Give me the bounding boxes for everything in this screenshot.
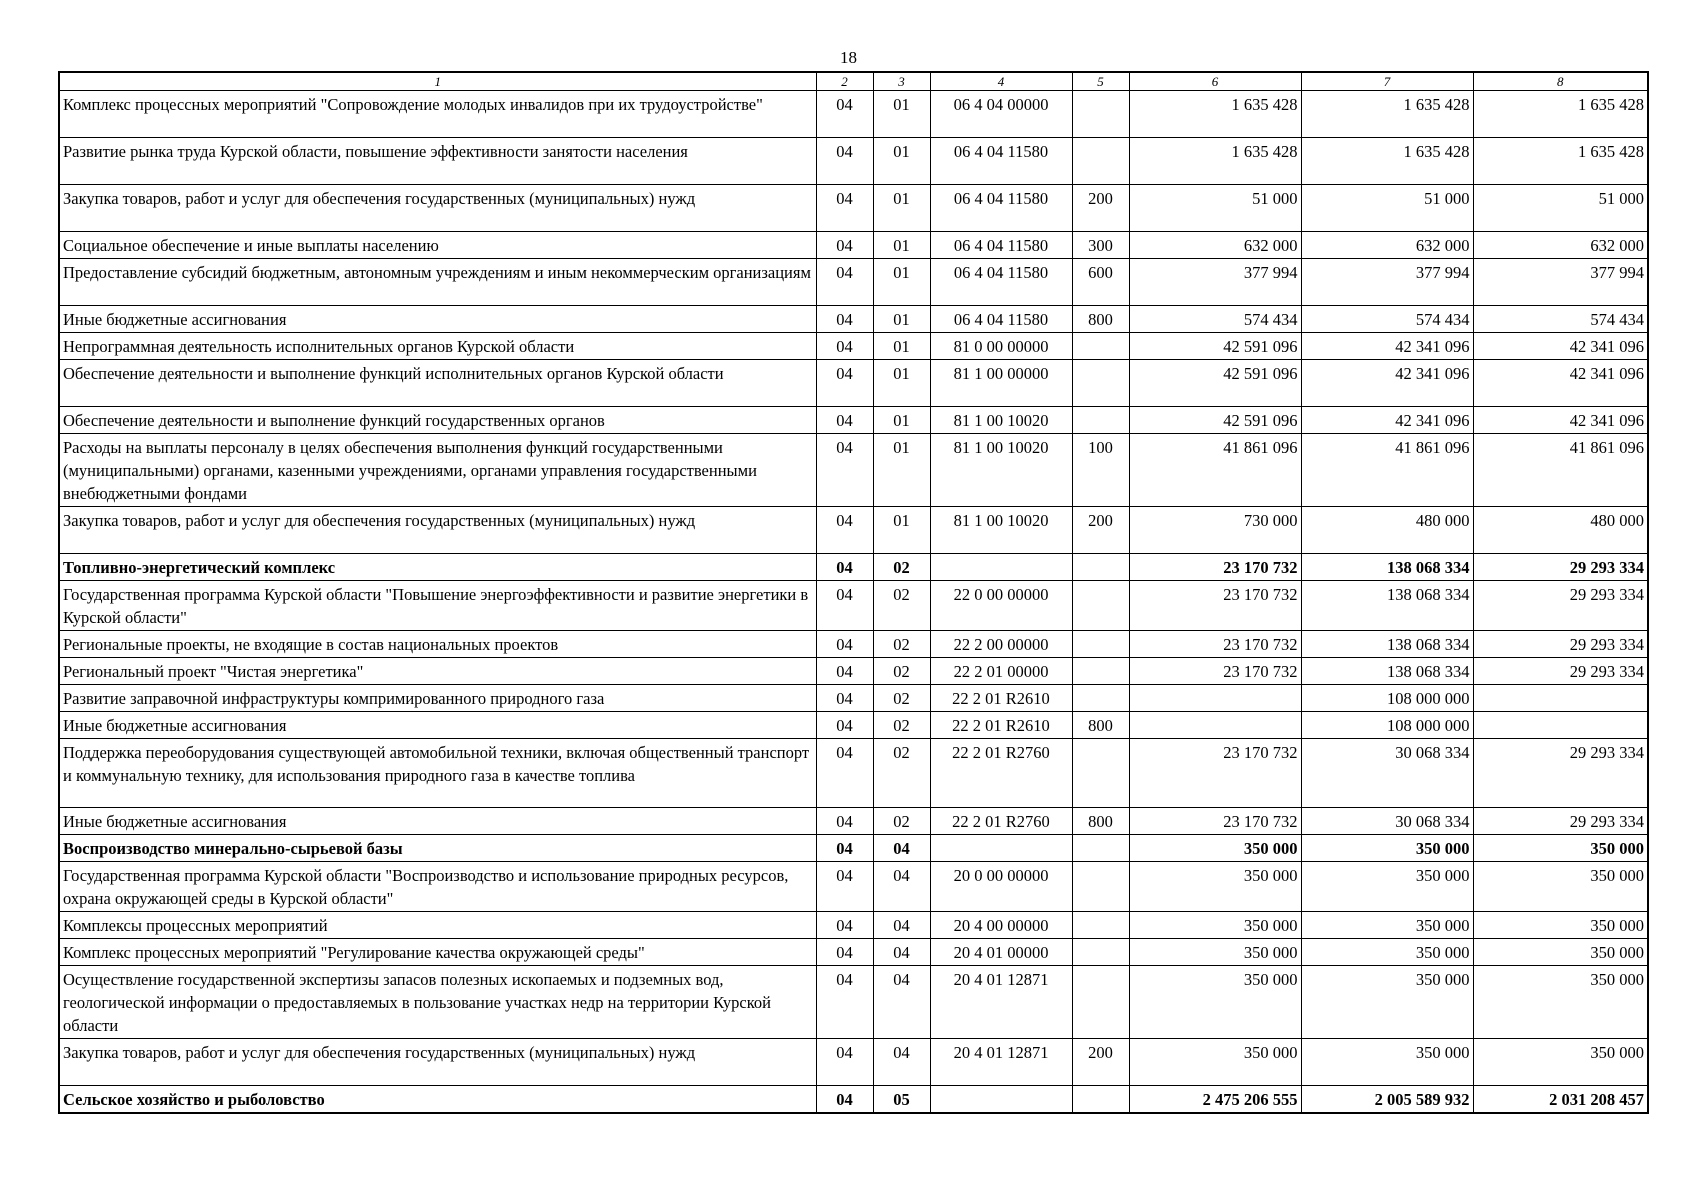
table-row [59, 306, 1648, 333]
table-row [59, 91, 1648, 138]
amount-cell-7: 41 861 096 [1301, 434, 1473, 507]
table-row [59, 232, 1648, 259]
subsection-code-cell: 02 [873, 712, 930, 739]
expense-type-cell [1072, 581, 1129, 631]
amount-cell-8: 29 293 334 [1473, 739, 1648, 808]
target-article-cell: 06 4 04 11580 [930, 232, 1072, 259]
target-article-cell: 22 2 01 R2760 [930, 739, 1072, 808]
section-code-cell: 04 [816, 434, 873, 507]
table-row [59, 835, 1648, 862]
amount-cell-8: 29 293 334 [1473, 808, 1648, 835]
amount-cell-6 [1129, 685, 1301, 712]
expense-type-cell: 100 [1072, 434, 1129, 507]
section-code-cell: 04 [816, 912, 873, 939]
table-row [59, 185, 1648, 232]
amount-cell-7: 108 000 000 [1301, 685, 1473, 712]
row-name-cell: Развитие рынка труда Курской области, повышение эффективности занятости населения [59, 138, 816, 185]
target-article-cell: 22 0 00 00000 [930, 581, 1072, 631]
table-row [59, 581, 1648, 631]
expense-type-cell [1072, 360, 1129, 407]
row-name-cell: Осуществление государственной экспертизы запасов полезных ископаемых и подземных вод, геологической информации о предоставляемых в пользование участках недр на территории Курской области [59, 966, 816, 1039]
amount-cell-7: 350 000 [1301, 835, 1473, 862]
target-article-cell: 06 4 04 00000 [930, 91, 1072, 138]
section-code-cell: 04 [816, 1039, 873, 1086]
table-row [59, 658, 1648, 685]
subsection-code-cell: 04 [873, 1039, 930, 1086]
section-code-cell: 04 [816, 360, 873, 407]
target-article-cell: 22 2 00 00000 [930, 631, 1072, 658]
table-row [59, 360, 1648, 407]
row-name-cell: Региональные проекты, не входящие в состав национальных проектов [59, 631, 816, 658]
amount-cell-6: 350 000 [1129, 862, 1301, 912]
row-name-cell: Поддержка переоборудования существующей автомобильной техники, включая общественный транспорт и коммунальную технику, для использования природного газа в качестве топлива [59, 739, 816, 808]
amount-cell-7: 632 000 [1301, 232, 1473, 259]
expense-type-cell [1072, 91, 1129, 138]
table-row [59, 259, 1648, 306]
subsection-code-cell: 02 [873, 808, 930, 835]
amount-cell-6: 730 000 [1129, 507, 1301, 554]
table-row [59, 912, 1648, 939]
amount-cell-8: 29 293 334 [1473, 658, 1648, 685]
amount-cell-8: 350 000 [1473, 912, 1648, 939]
target-article-cell [930, 1086, 1072, 1114]
expense-type-cell: 800 [1072, 808, 1129, 835]
page-number: 18 [840, 48, 857, 67]
row-name-cell: Иные бюджетные ассигнования [59, 808, 816, 835]
subsection-code-cell: 04 [873, 835, 930, 862]
expense-type-cell [1072, 554, 1129, 581]
amount-cell-7: 350 000 [1301, 966, 1473, 1039]
subsection-code-cell: 02 [873, 685, 930, 712]
expense-type-cell: 200 [1072, 1039, 1129, 1086]
expense-type-cell [1072, 966, 1129, 1039]
section-code-cell: 04 [816, 658, 873, 685]
table-row [59, 808, 1648, 835]
amount-cell-7: 30 068 334 [1301, 808, 1473, 835]
expense-type-cell [1072, 138, 1129, 185]
subsection-code-cell: 04 [873, 966, 930, 1039]
section-code-cell: 04 [816, 739, 873, 808]
amount-cell-8: 574 434 [1473, 306, 1648, 333]
subsection-code-cell: 01 [873, 91, 930, 138]
amount-cell-6: 632 000 [1129, 232, 1301, 259]
subsection-code-cell: 02 [873, 631, 930, 658]
column-header-1: 1 [59, 72, 816, 91]
section-code-cell: 04 [816, 712, 873, 739]
column-header-3: 3 [873, 72, 930, 91]
row-name-cell: Государственная программа Курской области "Повышение энергоэффективности и развитие энергетики в Курской области" [59, 581, 816, 631]
amount-cell-7: 574 434 [1301, 306, 1473, 333]
amount-cell-8: 42 341 096 [1473, 333, 1648, 360]
table-row [59, 631, 1648, 658]
subsection-code-cell: 02 [873, 581, 930, 631]
subsection-code-cell: 01 [873, 259, 930, 306]
budget-table [58, 71, 1649, 1114]
row-name-cell: Комплексы процессных мероприятий [59, 912, 816, 939]
row-name-cell: Государственная программа Курской области "Воспроизводство и использование природных ресурсов, охрана окружающей среды в Курской области" [59, 862, 816, 912]
column-header-7: 7 [1301, 72, 1473, 91]
subsection-code-cell: 01 [873, 434, 930, 507]
expense-type-cell [1072, 407, 1129, 434]
section-code-cell: 04 [816, 259, 873, 306]
row-name-cell: Закупка товаров, работ и услуг для обеспечения государственных (муниципальных) нужд [59, 185, 816, 232]
section-code-cell: 04 [816, 232, 873, 259]
section-code-cell: 04 [816, 939, 873, 966]
amount-cell-6: 23 170 732 [1129, 658, 1301, 685]
amount-cell-8 [1473, 685, 1648, 712]
amount-cell-8: 350 000 [1473, 1039, 1648, 1086]
amount-cell-6: 23 170 732 [1129, 808, 1301, 835]
amount-cell-7: 42 341 096 [1301, 333, 1473, 360]
subsection-code-cell: 01 [873, 185, 930, 232]
section-code-cell: 04 [816, 862, 873, 912]
expense-type-cell [1072, 631, 1129, 658]
section-code-cell: 04 [816, 91, 873, 138]
expense-type-cell: 800 [1072, 712, 1129, 739]
amount-cell-7: 2 005 589 932 [1301, 1086, 1473, 1114]
amount-cell-6: 377 994 [1129, 259, 1301, 306]
row-name-cell: Предоставление субсидий бюджетным, автономным учреждениям и иным некоммерческим организациям [59, 259, 816, 306]
expense-type-cell: 200 [1072, 185, 1129, 232]
amount-cell-6: 23 170 732 [1129, 739, 1301, 808]
row-name-cell: Обеспечение деятельности и выполнение функций государственных органов [59, 407, 816, 434]
amount-cell-6: 23 170 732 [1129, 631, 1301, 658]
amount-cell-8: 42 341 096 [1473, 407, 1648, 434]
table-row [59, 1039, 1648, 1086]
target-article-cell: 22 2 01 R2610 [930, 712, 1072, 739]
amount-cell-8 [1473, 712, 1648, 739]
section-code-cell: 04 [816, 685, 873, 712]
column-header-4: 4 [930, 72, 1072, 91]
amount-cell-7: 1 635 428 [1301, 138, 1473, 185]
table-row [59, 434, 1648, 507]
target-article-cell: 06 4 04 11580 [930, 259, 1072, 306]
amount-cell-7: 51 000 [1301, 185, 1473, 232]
expense-type-cell [1072, 333, 1129, 360]
column-header-2: 2 [816, 72, 873, 91]
row-name-cell: Иные бюджетные ассигнования [59, 712, 816, 739]
amount-cell-8: 51 000 [1473, 185, 1648, 232]
table-row [59, 862, 1648, 912]
amount-cell-7: 350 000 [1301, 912, 1473, 939]
section-code-cell: 04 [816, 554, 873, 581]
target-article-cell [930, 554, 1072, 581]
expense-type-cell [1072, 658, 1129, 685]
amount-cell-6: 41 861 096 [1129, 434, 1301, 507]
amount-cell-6: 42 591 096 [1129, 333, 1301, 360]
expense-type-cell [1072, 862, 1129, 912]
amount-cell-7: 350 000 [1301, 939, 1473, 966]
target-article-cell: 81 1 00 10020 [930, 507, 1072, 554]
table-body [59, 72, 1648, 1113]
row-name-cell: Топливно-энергетический комплекс [59, 554, 816, 581]
target-article-cell: 81 1 00 10020 [930, 407, 1072, 434]
amount-cell-6: 350 000 [1129, 1039, 1301, 1086]
target-article-cell: 20 4 01 00000 [930, 939, 1072, 966]
section-code-cell: 04 [816, 631, 873, 658]
amount-cell-7: 42 341 096 [1301, 360, 1473, 407]
expense-type-cell [1072, 835, 1129, 862]
row-name-cell: Иные бюджетные ассигнования [59, 306, 816, 333]
section-code-cell: 04 [816, 507, 873, 554]
expense-type-cell [1072, 739, 1129, 808]
target-article-cell: 22 2 01 R2760 [930, 808, 1072, 835]
table-row [59, 138, 1648, 185]
amount-cell-8: 350 000 [1473, 835, 1648, 862]
amount-cell-7: 108 000 000 [1301, 712, 1473, 739]
amount-cell-8: 29 293 334 [1473, 581, 1648, 631]
amount-cell-7: 1 635 428 [1301, 91, 1473, 138]
subsection-code-cell: 01 [873, 507, 930, 554]
amount-cell-8: 377 994 [1473, 259, 1648, 306]
amount-cell-6 [1129, 712, 1301, 739]
section-code-cell: 04 [816, 333, 873, 360]
amount-cell-6: 1 635 428 [1129, 138, 1301, 185]
subsection-code-cell: 02 [873, 739, 930, 808]
target-article-cell: 22 2 01 R2610 [930, 685, 1072, 712]
table-row [59, 966, 1648, 1039]
amount-cell-6: 23 170 732 [1129, 581, 1301, 631]
table-row [59, 554, 1648, 581]
section-code-cell: 04 [816, 1086, 873, 1114]
amount-cell-8: 350 000 [1473, 939, 1648, 966]
expense-type-cell: 600 [1072, 259, 1129, 306]
row-name-cell: Социальное обеспечение и иные выплаты населению [59, 232, 816, 259]
subsection-code-cell: 04 [873, 862, 930, 912]
target-article-cell: 22 2 01 00000 [930, 658, 1072, 685]
target-article-cell: 06 4 04 11580 [930, 306, 1072, 333]
subsection-code-cell: 01 [873, 407, 930, 434]
row-name-cell: Воспроизводство минерально-сырьевой базы [59, 835, 816, 862]
amount-cell-6: 42 591 096 [1129, 407, 1301, 434]
amount-cell-6: 2 475 206 555 [1129, 1086, 1301, 1114]
section-code-cell: 04 [816, 808, 873, 835]
row-name-cell: Региональный проект "Чистая энергетика" [59, 658, 816, 685]
section-code-cell: 04 [816, 966, 873, 1039]
target-article-cell: 20 0 00 00000 [930, 862, 1072, 912]
row-name-cell: Обеспечение деятельности и выполнение функций исполнительных органов Курской области [59, 360, 816, 407]
row-name-cell: Комплекс процессных мероприятий "Сопровождение молодых инвалидов при их трудоустройстве" [59, 91, 816, 138]
amount-cell-6: 42 591 096 [1129, 360, 1301, 407]
row-name-cell: Комплекс процессных мероприятий "Регулирование качества окружающей среды" [59, 939, 816, 966]
subsection-code-cell: 01 [873, 360, 930, 407]
amount-cell-6: 574 434 [1129, 306, 1301, 333]
amount-cell-8: 41 861 096 [1473, 434, 1648, 507]
table-row [59, 333, 1648, 360]
amount-cell-8: 480 000 [1473, 507, 1648, 554]
target-article-cell [930, 835, 1072, 862]
amount-cell-8: 1 635 428 [1473, 91, 1648, 138]
target-article-cell: 20 4 01 12871 [930, 1039, 1072, 1086]
column-number-header-row [59, 72, 1648, 91]
row-name-cell: Закупка товаров, работ и услуг для обеспечения государственных (муниципальных) нужд [59, 1039, 816, 1086]
expense-type-cell [1072, 939, 1129, 966]
target-article-cell: 81 1 00 00000 [930, 360, 1072, 407]
amount-cell-8: 42 341 096 [1473, 360, 1648, 407]
expense-type-cell: 200 [1072, 507, 1129, 554]
subsection-code-cell: 02 [873, 554, 930, 581]
amount-cell-6: 51 000 [1129, 185, 1301, 232]
amount-cell-8: 2 031 208 457 [1473, 1086, 1648, 1114]
table-row [59, 1086, 1648, 1114]
amount-cell-8: 29 293 334 [1473, 554, 1648, 581]
amount-cell-6: 350 000 [1129, 835, 1301, 862]
amount-cell-8: 350 000 [1473, 966, 1648, 1039]
expense-type-cell [1072, 1086, 1129, 1114]
target-article-cell: 06 4 04 11580 [930, 185, 1072, 232]
amount-cell-8: 29 293 334 [1473, 631, 1648, 658]
amount-cell-7: 350 000 [1301, 1039, 1473, 1086]
target-article-cell: 20 4 01 12871 [930, 966, 1072, 1039]
subsection-code-cell: 04 [873, 939, 930, 966]
subsection-code-cell: 01 [873, 333, 930, 360]
expense-type-cell [1072, 912, 1129, 939]
amount-cell-7: 138 068 334 [1301, 631, 1473, 658]
section-code-cell: 04 [816, 581, 873, 631]
table-row [59, 507, 1648, 554]
subsection-code-cell: 05 [873, 1086, 930, 1114]
table-row [59, 939, 1648, 966]
amount-cell-7: 480 000 [1301, 507, 1473, 554]
section-code-cell: 04 [816, 185, 873, 232]
target-article-cell: 20 4 00 00000 [930, 912, 1072, 939]
amount-cell-8: 1 635 428 [1473, 138, 1648, 185]
amount-cell-6: 1 635 428 [1129, 91, 1301, 138]
amount-cell-7: 138 068 334 [1301, 658, 1473, 685]
amount-cell-7: 350 000 [1301, 862, 1473, 912]
table-row [59, 739, 1648, 808]
amount-cell-6: 350 000 [1129, 912, 1301, 939]
section-code-cell: 04 [816, 306, 873, 333]
subsection-code-cell: 04 [873, 912, 930, 939]
target-article-cell: 81 0 00 00000 [930, 333, 1072, 360]
expense-type-cell: 800 [1072, 306, 1129, 333]
amount-cell-7: 377 994 [1301, 259, 1473, 306]
subsection-code-cell: 02 [873, 658, 930, 685]
column-header-8: 8 [1473, 72, 1648, 91]
subsection-code-cell: 01 [873, 138, 930, 185]
subsection-code-cell: 01 [873, 232, 930, 259]
amount-cell-6: 350 000 [1129, 939, 1301, 966]
section-code-cell: 04 [816, 138, 873, 185]
amount-cell-7: 30 068 334 [1301, 739, 1473, 808]
column-header-5: 5 [1072, 72, 1129, 91]
table-row [59, 712, 1648, 739]
amount-cell-7: 42 341 096 [1301, 407, 1473, 434]
section-code-cell: 04 [816, 407, 873, 434]
target-article-cell: 81 1 00 10020 [930, 434, 1072, 507]
expense-type-cell [1072, 685, 1129, 712]
section-code-cell: 04 [816, 835, 873, 862]
column-header-6: 6 [1129, 72, 1301, 91]
amount-cell-6: 350 000 [1129, 966, 1301, 1039]
subsection-code-cell: 01 [873, 306, 930, 333]
amount-cell-7: 138 068 334 [1301, 581, 1473, 631]
target-article-cell: 06 4 04 11580 [930, 138, 1072, 185]
expense-type-cell: 300 [1072, 232, 1129, 259]
amount-cell-8: 350 000 [1473, 862, 1648, 912]
table-row [59, 407, 1648, 434]
row-name-cell: Закупка товаров, работ и услуг для обеспечения государственных (муниципальных) нужд [59, 507, 816, 554]
amount-cell-6: 23 170 732 [1129, 554, 1301, 581]
row-name-cell: Развитие заправочной инфраструктуры компримированного природного газа [59, 685, 816, 712]
amount-cell-7: 138 068 334 [1301, 554, 1473, 581]
table-row [59, 685, 1648, 712]
amount-cell-8: 632 000 [1473, 232, 1648, 259]
row-name-cell: Расходы на выплаты персоналу в целях обеспечения выполнения функций государственными (муниципальными) органами, казенными учреждениями, органами управления государственными внебюджетными фондами [59, 434, 816, 507]
row-name-cell: Сельское хозяйство и рыболовство [59, 1086, 816, 1114]
row-name-cell: Непрограммная деятельность исполнительных органов Курской области [59, 333, 816, 360]
